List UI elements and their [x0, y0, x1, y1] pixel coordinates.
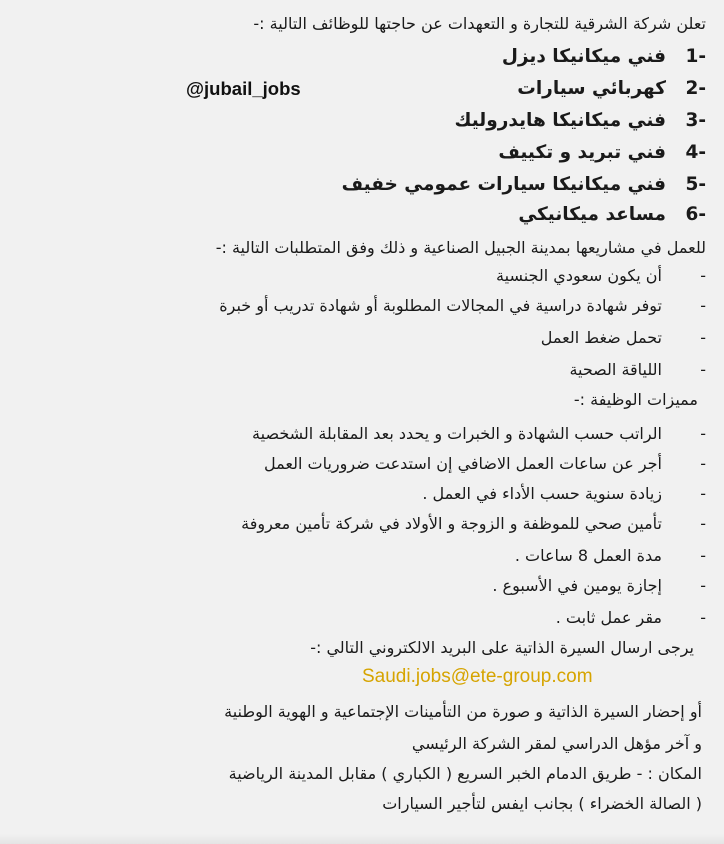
benefit-item: -زيادة سنوية حسب الأداء في العمل . — [422, 484, 706, 503]
job-item: -1فني ميكانيكا ديزل — [501, 46, 706, 67]
requirement-item: -توفر شهادة دراسية في المجالات المطلوبة أو شهادة تدريب أو خبرة — [219, 296, 706, 315]
job-item: -2كهربائي سيارات — [517, 78, 706, 99]
requirement-item: -تحمل ضغط العمل — [540, 328, 706, 347]
cv-request-text: يرجى ارسال السيرة الذاتية على البريد الالكتروني التالي :- — [310, 638, 694, 657]
requirement-item: -أن يكون سعودي الجنسية — [496, 266, 706, 285]
job-title: كهربائي سيارات — [517, 78, 666, 99]
benefit-item: -إجازة يومين في الأسبوع . — [492, 576, 706, 595]
email-link[interactable]: Saudi.jobs@ete-group.com — [362, 666, 593, 687]
benefit-item: -الراتب حسب الشهادة و الخبرات و يحدد بعد المقابلة الشخصية — [252, 424, 706, 443]
job-title: فني ميكانيكا هايدروليك — [454, 110, 666, 131]
benefit-item: -مدة العمل 8 ساعات . — [514, 546, 706, 565]
job-item: -6مساعد ميكانيكي — [518, 204, 706, 225]
twitter-handle: @jubail_jobs — [186, 78, 301, 99]
job-item: -4فني تبريد و تكييف — [498, 142, 706, 163]
work-location-text: للعمل في مشاريعها بمدينة الجبيل الصناعية و ذلك وفق المتطلبات التالية :- — [215, 238, 706, 257]
benefits-title: مميزات الوظيفة :- — [573, 390, 698, 409]
job-item: -5فني ميكانيكا سيارات عمومي خفيف — [341, 174, 706, 195]
job-item: -3فني ميكانيكا هايدروليك — [454, 110, 706, 131]
job-title: فني ميكانيكا سيارات عمومي خفيف — [341, 174, 666, 195]
benefit-item: -أجر عن ساعات العمل الاضافي إن استدعت ضروريات العمل — [264, 454, 706, 473]
alternative-line-1: أو إحضار السيرة الذاتية و صورة من التأمينات الإجتماعية و الهوية الوطنية — [224, 702, 702, 721]
benefit-item: -مقر عمل ثابت . — [555, 608, 706, 627]
job-title: فني ميكانيكا ديزل — [501, 46, 666, 67]
bottom-shadow — [0, 834, 724, 844]
job-title: مساعد ميكانيكي — [518, 204, 666, 225]
requirement-item: -اللياقة الصحية — [569, 360, 706, 379]
benefit-item: -تأمين صحي للموظفة و الزوجة و الأولاد في شركة تأمين معروفة — [241, 514, 706, 533]
intro-text: تعلن شركة الشرقية للتجارة و التعهدات عن حاجتها للوظائف التالية :- — [253, 14, 706, 33]
location-line-1: المكان : - طريق الدمام الخبر السريع ( الكباري ) مقابل المدينة الرياضية — [228, 764, 702, 783]
job-title: فني تبريد و تكييف — [498, 142, 666, 163]
location-line-2: ( الصالة الخضراء ) بجانب ايفس لتأجير السيارات — [382, 794, 702, 813]
alternative-line-2: و آخر مؤهل الدراسي لمقر الشركة الرئيسي — [411, 734, 702, 753]
